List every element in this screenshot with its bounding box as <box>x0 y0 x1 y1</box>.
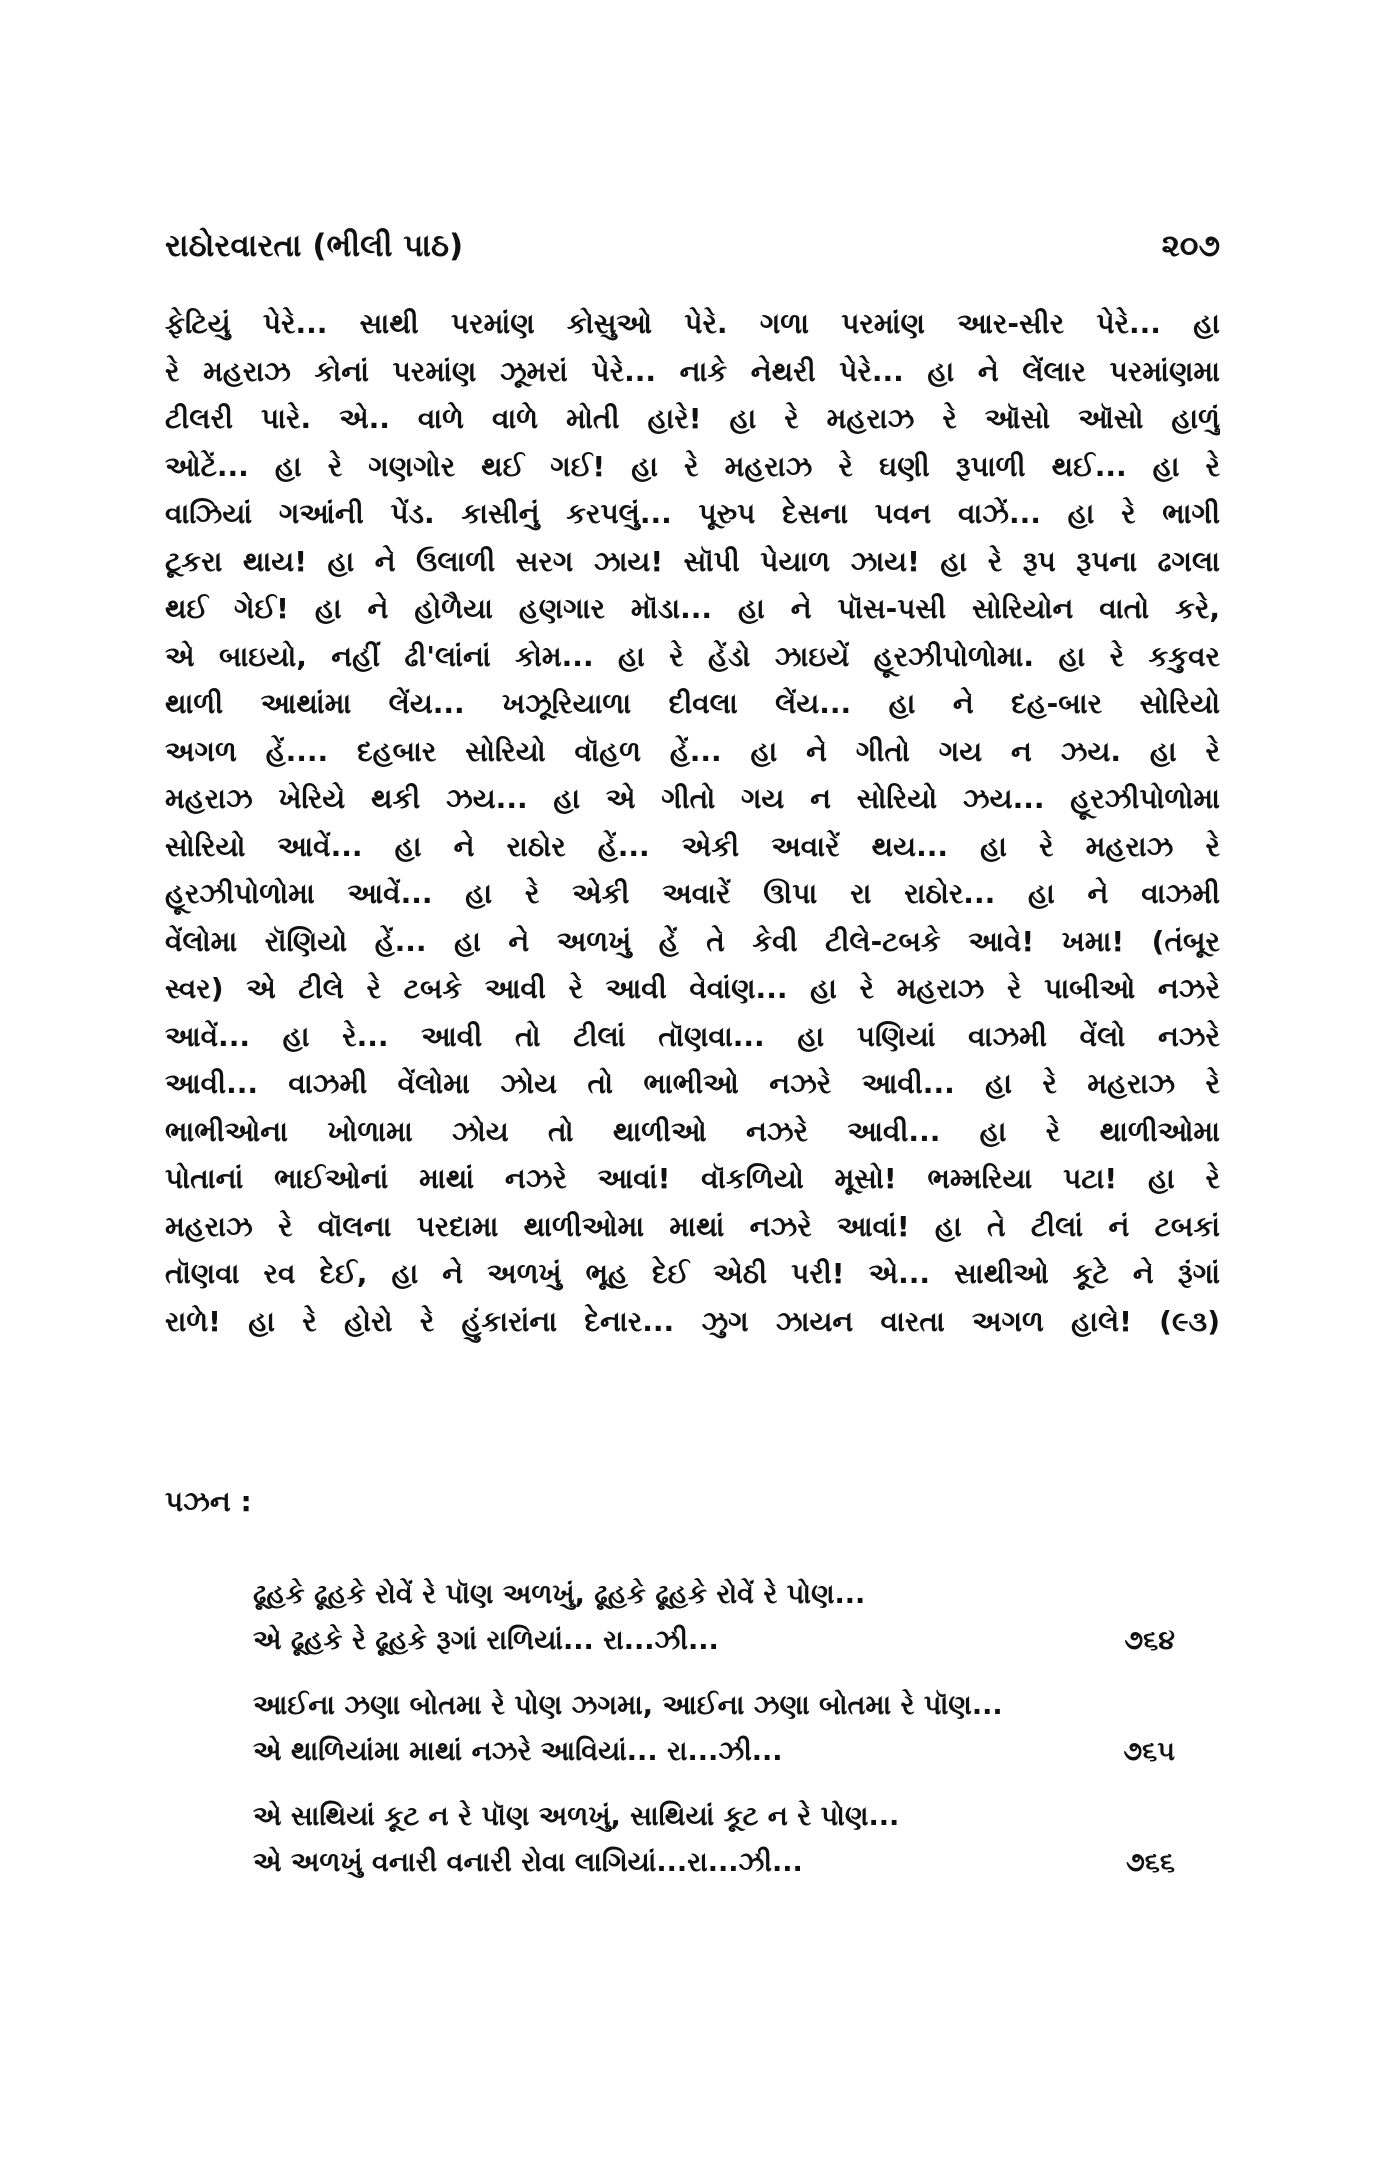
text-line: સ્વર) એ ટીલે રે ટબકે આવી રે આવી વેવાંણ... હા રે મહરાઝ રે પાબીઓ નઝરે <box>165 972 1220 1005</box>
text-line: તૉણવા રવ દેઈ, હા ને અળખું ભૂહ દેઈ એઠી પરી! એ... સાથીઓ કૂટે ને રૂંગાં <box>165 1257 1220 1290</box>
verse-number: ૭૬૫ <box>1123 1736 1175 1767</box>
verse-line: એ સાથિયાં કૂટ ન રે પૉણ અળખું, સાથિયાં કૂટ ન રે પોણ... <box>253 1801 900 1832</box>
story-paragraph <box>165 300 1220 1345</box>
text-line: એ બાઇયો, નહીં ઢી'લાંનાં કોમ... હા રે હેંડો ઝાઇયેં હૂરઝીપોળોમા. હા રે કકુવર <box>165 639 1220 673</box>
text-line: ઓટેં... હા રે ગણગોર થઈ ગઈ! હા રે મહરાઝ રે ઘણી રૂપાળી થઈ... હા રે <box>165 449 1220 483</box>
running-title: રાઠોરવારતા (ભીલી પાઠ) <box>165 228 464 264</box>
verse-line-text: એ ઢૂહકે રે ઢૂહકે રૂગાં રાળિયાં... રા...ઝી... <box>253 1625 719 1656</box>
text-line: ભાભીઓના ખોળામા ઝોય તો થાળીઓ નઝરે આવી... હા રે થાળીઓમા <box>165 1114 1220 1148</box>
text-line: વેંલોમા રૉણિયો હેં... હા ને અળખું હેં તે કેવી ટીલે-ટબકે આવે! ખમા! (તંબૂર <box>165 924 1220 958</box>
section-label: પઝન : <box>165 1485 252 1518</box>
text-line: મહરાઝ ખેરિયે થકી ઝય... હા એ ગીતો ગય ન સોરિયો ઝય... હૂરઝીપોળોમા <box>165 782 1220 815</box>
song-verses <box>253 1572 1213 1905</box>
verse-stanza <box>253 1683 1213 1775</box>
text-line: રે મહરાઝ કોનાં પરમાંણ ઝૂમરાં પેરે... નાકે નેથરી પેરે... હા ને લેંલાર પરમાંણમા <box>165 354 1220 388</box>
verse-line: ઢૂહકે ઢૂહકે રોવેં રે પૉણ અળખું, ઢૂહકે ઢૂહકે રોવેં રે પોણ... <box>253 1579 866 1610</box>
verse-line: આઈના ઝણા બોતમા રે પોણ ઝગમા, આઈના ઝણા બોતમા રે પૉણ... <box>253 1690 1003 1721</box>
verse-stanza <box>253 1794 1213 1886</box>
text-line: પોતાનાં ભાઈઓનાં માથાં નઝરે આવાં! વૉકળિયો મૂસો! ભમ્મરિયા પટા! હા રે <box>165 1162 1220 1195</box>
text-line: ટૂકરા થાય! હા ને ઉલાળી સરગ ઝાય! સૉપી પેયાળ ઝાય! હા રે રૂપ રૂપના ઢગલા <box>165 544 1220 578</box>
text-line: થાળી આથાંમા લેંય... ખઝૂરિયાળા દીવલા લેંય... હા ને દહ-બાર સોરિયો <box>165 687 1220 720</box>
page-number: ૨૦૭ <box>1161 228 1220 264</box>
text-line: ફેટિયું પેરે... સાથી પરમાંણ કોસુઓ પેરે. ગળા પરમાંણ આર-સીર પેરે... હા <box>165 307 1220 340</box>
verse-line-numbered <box>253 1840 1213 1886</box>
text-line: હૂરઝીપોળોમા આવેં... હા રે એકી અવારેં ઊપા રા રાઠોર... હા ને વાઝમી <box>165 877 1220 910</box>
text-line: આવી... વાઝમી વેંલોમા ઝોય તો ભાભીઓ નઝરે આવી... હા રે મહરાઝ રે <box>165 1067 1220 1100</box>
verse-line-text: એ થાળિયાંમા માથાં નઝરે આવિયાં... રા...ઝી... <box>253 1736 783 1767</box>
text-line: મહરાઝ રે વૉલના પરદામા થાળીઓમા માથાં નઝરે આવાં! હા તે ટીલાં નં ટબકાં <box>165 1209 1220 1243</box>
verse-stanza <box>253 1572 1213 1664</box>
text-line: રાળે! હા રે હોરો રે હુંકારાંના દેનાર... ઝુગ ઝાયન વારતા અગળ હાલે! (૯૩) <box>165 1304 1220 1338</box>
page-header <box>165 228 1220 284</box>
text-line: આવેં... હા રે... આવી તો ટીલાં તૉણવા... હા પણિયાં વાઝમી વેંલો નઝરે <box>165 1019 1220 1053</box>
verse-line-numbered <box>253 1729 1213 1775</box>
text-line: અગળ હેં.... દહબાર સોરિયો વૉહળ હેં... હા ને ગીતો ગય ન ઝય. હા રે <box>165 734 1220 768</box>
text-line: થઈ ગેઈ! હા ને હોળૈયા હણગાર મૉડા... હા ને પૉસ-પસી સોરિયોન વાતો કરે, <box>165 592 1220 625</box>
verse-number: ૭૬૪ <box>1124 1625 1175 1656</box>
verse-line-text: એ અળખું વનારી વનારી રોવા લાગિયાં...રા...ઝી... <box>253 1847 803 1878</box>
text-line: ટીલરી પારે. એ.. વાળે વાળે મોતી હારે! હા રે મહરાઝ રે ઑસો ઑસો હાળું <box>165 402 1220 435</box>
text-line: વાઝિયાં ગઆંની પેંડ. કાસીનું કરપલું... પૂરુપ દેસના પવન વાઝેં... હા રે ભાગી <box>165 497 1220 530</box>
text-line: સોરિયો આવેં... હા ને રાઠોર હેં... એકી અવારેં થય... હા રે મહરાઝ રે <box>165 829 1220 863</box>
verse-line-numbered <box>253 1618 1213 1664</box>
verse-number: ૭૬૬ <box>1125 1847 1175 1878</box>
